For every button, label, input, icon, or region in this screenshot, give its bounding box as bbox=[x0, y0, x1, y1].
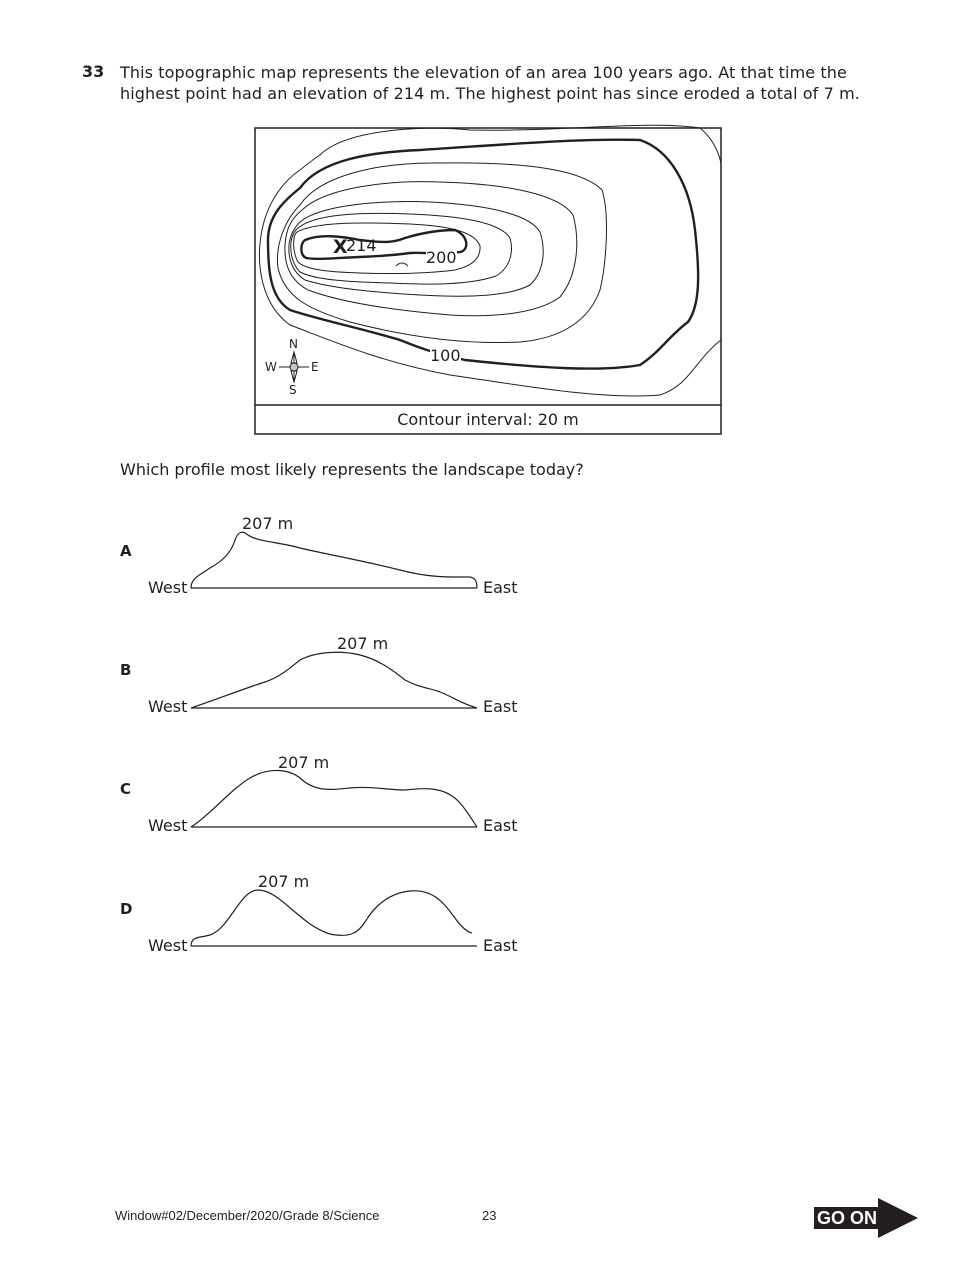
question-stem-line2: highest point had an elevation of 214 m. The highest point has since eroded a total of 7 m. bbox=[120, 84, 860, 103]
compass-south: S bbox=[289, 383, 297, 397]
profile-d-curve bbox=[191, 890, 472, 946]
question-number: 33 bbox=[82, 62, 105, 81]
choice-b-letter[interactable]: B bbox=[120, 661, 132, 679]
question-prompt: Which profile most likely represents the landscape today? bbox=[120, 460, 584, 479]
choice-c-east-label: East bbox=[483, 816, 518, 835]
choice-a-letter[interactable]: A bbox=[120, 542, 132, 560]
choice-c-peak-label: 207 m bbox=[278, 753, 330, 772]
peak-marker: X bbox=[333, 236, 348, 258]
profile-b-curve bbox=[191, 652, 477, 708]
footer-document-id: Window#02/December/2020/Grade 8/Science bbox=[115, 1208, 380, 1223]
contour-100-label: 100 bbox=[430, 346, 461, 365]
go-on-label[interactable]: GO ON bbox=[814, 1207, 880, 1229]
compass-east: E bbox=[311, 360, 319, 374]
profile-a-curve bbox=[191, 532, 477, 588]
compass-west: W bbox=[265, 360, 277, 374]
choice-d-west-label: West bbox=[148, 936, 188, 955]
contour-200-label: 200 bbox=[426, 248, 457, 267]
choice-b-west-label: West bbox=[148, 697, 188, 716]
choice-a-peak-label: 207 m bbox=[242, 514, 294, 533]
peak-elevation-label: 214 bbox=[346, 236, 377, 255]
choice-d-letter[interactable]: D bbox=[120, 900, 133, 918]
profile-c-curve bbox=[191, 770, 477, 827]
choice-b-peak-label: 207 m bbox=[337, 634, 389, 653]
choice-d-east-label: East bbox=[483, 936, 518, 955]
choice-c-west-label: West bbox=[148, 816, 188, 835]
choice-c-letter[interactable]: C bbox=[120, 780, 132, 798]
page-number: 23 bbox=[482, 1208, 497, 1223]
choice-a-east-label: East bbox=[483, 578, 518, 597]
contour-interval-caption: Contour interval: 20 m bbox=[397, 410, 579, 429]
question-stem-line1: This topographic map represents the elevation of an area 100 years ago. At that time the bbox=[120, 63, 847, 82]
choice-d-peak-label: 207 m bbox=[258, 872, 310, 891]
choice-a-west-label: West bbox=[148, 578, 188, 597]
compass-north: N bbox=[289, 337, 298, 351]
choice-b-east-label: East bbox=[483, 697, 518, 716]
